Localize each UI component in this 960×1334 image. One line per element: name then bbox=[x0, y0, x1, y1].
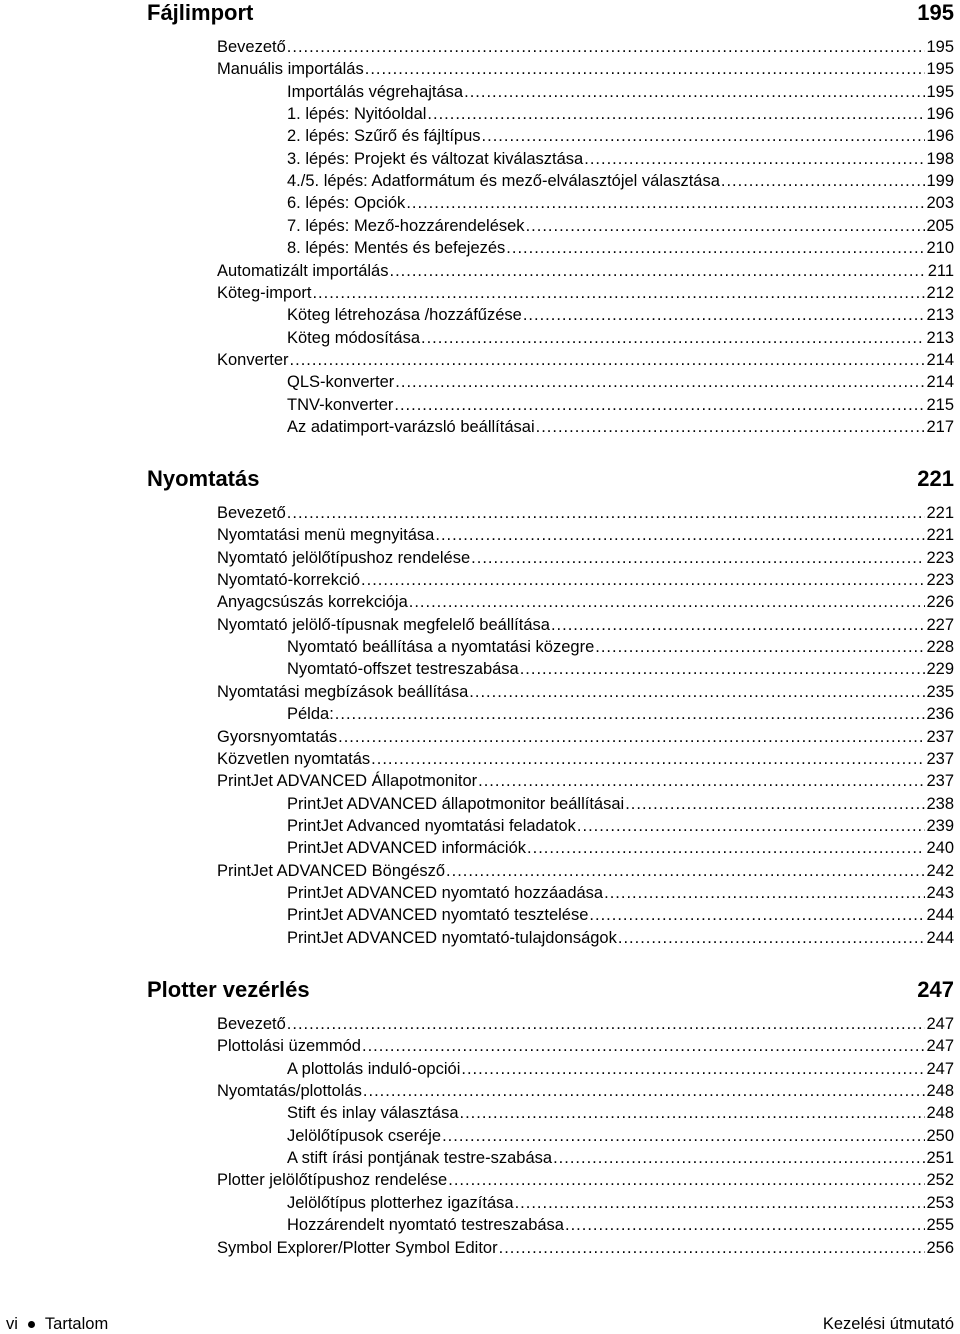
toc-entry-label: A plottolás induló-opciói bbox=[287, 1059, 461, 1078]
toc-entry-page: 214 bbox=[926, 350, 954, 369]
toc-entry-label: Nyomtatás/plottolás bbox=[217, 1082, 362, 1101]
dot-leader bbox=[371, 748, 925, 770]
toc-entry[interactable] bbox=[217, 1169, 954, 1191]
section-heading bbox=[147, 977, 954, 1007]
toc-entry-page: 223 bbox=[926, 548, 954, 567]
dot-leader bbox=[523, 304, 926, 326]
toc-entry-page: 196 bbox=[926, 105, 954, 124]
toc-entry-label: PrintJet ADVANCED nyomtató-tulajdonságok bbox=[287, 928, 617, 947]
dot-leader bbox=[406, 192, 925, 214]
toc-entry[interactable] bbox=[217, 349, 954, 371]
toc-entry-page: 253 bbox=[926, 1193, 954, 1212]
toc-entry-label: Automatizált importálás bbox=[217, 261, 389, 280]
toc-entry-page: 195 bbox=[926, 82, 954, 101]
toc-entry[interactable] bbox=[217, 36, 954, 58]
toc-entry[interactable] bbox=[217, 860, 954, 882]
toc-entry[interactable] bbox=[287, 837, 954, 859]
toc-entry-label: Köteg módosítása bbox=[287, 328, 420, 347]
toc-entry[interactable] bbox=[287, 815, 954, 837]
toc-entry-label: PrintJet ADVANCED nyomtató hozzáadása bbox=[287, 883, 604, 902]
toc-entry[interactable] bbox=[217, 58, 954, 80]
toc-entry-page: 236 bbox=[926, 705, 954, 724]
dot-leader bbox=[287, 502, 926, 524]
toc-entry-label: PrintJet ADVANCED Állapotmonitor bbox=[217, 772, 478, 791]
toc-entry-label: TNV-konverter bbox=[287, 395, 394, 414]
toc-entry-page: 203 bbox=[926, 194, 954, 213]
toc-entry-page: 243 bbox=[926, 883, 954, 902]
toc-entry-label: PrintJet ADVANCED információk bbox=[287, 839, 527, 858]
section-title: Fájlimport bbox=[147, 0, 254, 25]
toc-entry-page: 223 bbox=[926, 571, 954, 590]
toc-entry-page: 195 bbox=[926, 38, 954, 56]
toc-entry-label: Közvetlen nyomtatás bbox=[217, 749, 371, 768]
toc-entry-page: 248 bbox=[926, 1104, 954, 1123]
toc-entry-page: 252 bbox=[926, 1171, 954, 1190]
dot-leader bbox=[604, 882, 925, 904]
dot-leader bbox=[595, 636, 925, 658]
toc-entry[interactable] bbox=[287, 882, 954, 904]
dot-leader bbox=[361, 569, 925, 591]
dot-leader bbox=[482, 125, 926, 147]
toc-entry[interactable] bbox=[217, 591, 954, 613]
dot-leader bbox=[312, 282, 925, 304]
dot-leader bbox=[469, 681, 925, 703]
toc-entry[interactable] bbox=[287, 304, 954, 326]
dot-leader bbox=[335, 703, 926, 725]
section-heading bbox=[147, 466, 954, 496]
toc-entry[interactable] bbox=[287, 1058, 954, 1080]
toc-entry[interactable] bbox=[217, 1237, 954, 1259]
dot-leader bbox=[460, 1102, 926, 1124]
toc-entry-page: 210 bbox=[926, 239, 954, 258]
toc-entry-label: Nyomtató beállítása a nyomtatási közegre bbox=[287, 638, 595, 657]
toc-entry-label: Bevezető bbox=[217, 1015, 286, 1033]
toc-entry-label: Anyagcsúszás korrekciója bbox=[217, 593, 408, 612]
toc-entry[interactable] bbox=[287, 927, 954, 949]
toc-entry[interactable] bbox=[217, 502, 954, 524]
toc-entry-page: 228 bbox=[926, 638, 954, 657]
toc-entry[interactable] bbox=[287, 416, 954, 438]
toc-entry[interactable] bbox=[287, 327, 954, 349]
footer-document-title: Kezelési útmutató bbox=[822, 1314, 954, 1333]
toc-entry-page: 215 bbox=[926, 395, 954, 414]
toc-entry-label: Köteg létrehozása /hozzáfűzése bbox=[287, 306, 522, 325]
dot-leader bbox=[409, 591, 926, 613]
toc-entry[interactable] bbox=[217, 1080, 954, 1102]
toc-entry-page: 229 bbox=[926, 660, 954, 679]
toc-entry-page: 244 bbox=[926, 928, 954, 947]
section-page: 221 bbox=[917, 466, 954, 491]
toc-entry-label: Nyomtató-korrekció bbox=[217, 571, 361, 590]
dot-leader bbox=[446, 860, 925, 882]
dot-leader bbox=[515, 1192, 926, 1214]
toc-entry-page: 212 bbox=[926, 283, 954, 302]
dot-leader bbox=[584, 148, 925, 170]
toc-entry-page: 237 bbox=[926, 749, 954, 768]
toc-entry-page: 238 bbox=[926, 794, 954, 813]
dot-leader bbox=[553, 1147, 925, 1169]
section-page: 247 bbox=[917, 977, 954, 1002]
toc-entry[interactable] bbox=[287, 636, 954, 658]
dot-leader bbox=[506, 237, 925, 259]
toc-entry-page: 221 bbox=[926, 526, 954, 545]
dot-leader bbox=[365, 58, 926, 80]
toc-entry-label: PrintJet Advanced nyomtatási feladatok bbox=[287, 816, 576, 835]
dot-leader bbox=[526, 215, 926, 237]
toc-entry[interactable] bbox=[287, 1102, 954, 1124]
toc-entry-label: Bevezető bbox=[217, 38, 286, 56]
toc-entry-label: Plottolási üzemmód bbox=[217, 1037, 361, 1056]
toc-entry-page: 226 bbox=[926, 593, 954, 612]
toc-entry[interactable] bbox=[217, 1035, 954, 1057]
dot-leader bbox=[362, 1035, 925, 1057]
toc-entry-page: 239 bbox=[926, 816, 954, 835]
dot-leader bbox=[390, 260, 927, 282]
toc-entry[interactable] bbox=[287, 148, 954, 170]
toc-entry-page: 251 bbox=[926, 1149, 954, 1168]
dot-leader bbox=[536, 416, 926, 438]
section-title: Nyomtatás bbox=[147, 466, 260, 491]
toc-entry-page: 213 bbox=[926, 306, 954, 325]
toc-entry-page: 213 bbox=[926, 328, 954, 347]
section-heading bbox=[147, 0, 954, 30]
dot-leader bbox=[499, 1237, 926, 1259]
dot-leader bbox=[442, 1125, 925, 1147]
toc-entry-page: 250 bbox=[926, 1126, 954, 1145]
dot-leader bbox=[577, 815, 926, 837]
dot-leader bbox=[394, 394, 925, 416]
toc-entry-label: Az adatimport-varázsló beállításai bbox=[287, 417, 535, 436]
toc-entry-page: 195 bbox=[926, 60, 954, 79]
toc-entry-label: Importálás végrehajtása bbox=[287, 82, 464, 101]
toc-entry[interactable] bbox=[287, 1125, 954, 1147]
toc-entry[interactable] bbox=[287, 1147, 954, 1169]
toc-entry[interactable] bbox=[287, 103, 954, 125]
toc-entry-page: 227 bbox=[926, 615, 954, 634]
toc-entry[interactable] bbox=[287, 658, 954, 680]
dot-leader bbox=[421, 327, 925, 349]
toc-entry[interactable] bbox=[287, 904, 954, 926]
toc-entry[interactable] bbox=[217, 569, 954, 591]
toc-entry[interactable] bbox=[217, 260, 954, 282]
toc-entry-page: 256 bbox=[926, 1238, 954, 1257]
footer-section-name: Tartalom bbox=[44, 1314, 109, 1333]
toc-entry-label: Köteg-import bbox=[217, 283, 312, 302]
toc-entry-page: 247 bbox=[926, 1015, 954, 1033]
toc-entry-label: 4./5. lépés: Adatformátum és mező-elválasztójel választása bbox=[287, 172, 720, 191]
toc-entry-page: 198 bbox=[926, 149, 954, 168]
toc-entry-page: 244 bbox=[926, 906, 954, 925]
toc-entry[interactable] bbox=[287, 81, 954, 103]
toc-entry-label: 8. lépés: Mentés és befejezés bbox=[287, 239, 506, 258]
toc-entry-label: Konverter bbox=[217, 350, 289, 369]
toc-entry-label: 2. lépés: Szűrő és fájltípus bbox=[287, 127, 481, 146]
toc-entry-page: 237 bbox=[926, 772, 954, 791]
toc-entry-page: 211 bbox=[927, 261, 954, 280]
toc-entry[interactable] bbox=[287, 1214, 954, 1236]
dot-leader bbox=[527, 837, 925, 859]
dot-leader bbox=[435, 524, 925, 546]
toc-entry-label: Symbol Explorer/Plotter Symbol Editor bbox=[217, 1238, 498, 1257]
toc-entry-label: Bevezető bbox=[217, 504, 286, 522]
toc-entry-page: 247 bbox=[926, 1037, 954, 1056]
dot-leader bbox=[290, 349, 926, 371]
toc-entry[interactable] bbox=[217, 547, 954, 569]
dot-leader bbox=[338, 726, 925, 748]
section-page: 195 bbox=[917, 0, 954, 25]
toc-entry[interactable] bbox=[287, 394, 954, 416]
dot-leader bbox=[551, 614, 926, 636]
section-title: Plotter vezérlés bbox=[147, 977, 310, 1002]
toc-entry-page: 237 bbox=[926, 727, 954, 746]
toc-entry-page: 205 bbox=[926, 216, 954, 235]
toc-entry-label: PrintJet ADVANCED nyomtató tesztelése bbox=[287, 906, 589, 925]
toc-entry[interactable] bbox=[287, 793, 954, 815]
dot-leader bbox=[625, 793, 925, 815]
toc-entry[interactable] bbox=[217, 1013, 954, 1035]
toc-entry[interactable] bbox=[217, 524, 954, 546]
dot-leader bbox=[287, 1013, 926, 1035]
dot-leader bbox=[448, 1169, 925, 1191]
toc-entry[interactable] bbox=[217, 614, 954, 636]
toc-entry-label: Nyomtatási megbízások beállítása bbox=[217, 682, 469, 701]
toc-entry[interactable] bbox=[287, 192, 954, 214]
toc-entry-label: 1. lépés: Nyitóoldal bbox=[287, 105, 427, 124]
toc-entry[interactable] bbox=[217, 770, 954, 792]
toc-entry-label: Jelölőtípus plotterhez igazítása bbox=[287, 1193, 514, 1212]
toc-entry[interactable] bbox=[217, 748, 954, 770]
toc-entry-page: 196 bbox=[926, 127, 954, 146]
toc-entry-page: 217 bbox=[926, 417, 954, 436]
toc-entry-label: PrintJet ADVANCED állapotmonitor beállításai bbox=[287, 794, 625, 813]
toc-entry-label: Stift és inlay választása bbox=[287, 1104, 459, 1123]
toc-entry[interactable] bbox=[217, 726, 954, 748]
dot-leader bbox=[520, 658, 926, 680]
toc-entry[interactable] bbox=[287, 703, 954, 725]
toc-entry-label: PrintJet ADVANCED Böngésző bbox=[217, 861, 446, 880]
dot-leader bbox=[395, 371, 925, 393]
toc-entry[interactable] bbox=[287, 237, 954, 259]
toc-entry[interactable] bbox=[287, 170, 954, 192]
bullet-icon bbox=[28, 1321, 35, 1328]
toc-entry[interactable] bbox=[217, 681, 954, 703]
dot-leader bbox=[565, 1214, 925, 1236]
toc-entry-label: Nyomtató jelölő-típusnak megfelelő beállítása bbox=[217, 615, 550, 634]
toc-entry-label: QLS-konverter bbox=[287, 373, 395, 392]
toc-entry-page: 240 bbox=[926, 839, 954, 858]
toc-entry-label: Plotter jelölőtípushoz rendelése bbox=[217, 1171, 448, 1190]
toc-entry[interactable] bbox=[287, 215, 954, 237]
toc-entry[interactable] bbox=[217, 282, 954, 304]
dot-leader bbox=[721, 170, 926, 192]
toc-entry[interactable] bbox=[287, 371, 954, 393]
toc-entry[interactable] bbox=[287, 1192, 954, 1214]
footer-page-number: vi bbox=[6, 1314, 18, 1333]
toc-entry-page: 248 bbox=[926, 1082, 954, 1101]
toc-entry-label: Nyomtató-offszet testreszabása bbox=[287, 660, 519, 679]
toc-entry-page: 235 bbox=[926, 682, 954, 701]
toc-entry-label: Jelölőtípusok cseréje bbox=[287, 1126, 442, 1145]
toc-entry-label: 7. lépés: Mező-hozzárendelések bbox=[287, 216, 525, 235]
toc-entry-page: 214 bbox=[926, 373, 954, 392]
dot-leader bbox=[427, 103, 925, 125]
toc-entry-label: Nyomtatási menü megnyitása bbox=[217, 526, 435, 545]
toc-entry-label: Gyorsnyomtatás bbox=[217, 727, 338, 746]
toc-entry-page: 247 bbox=[926, 1059, 954, 1078]
toc-entry-page: 199 bbox=[926, 172, 954, 191]
toc-entry-label: A stift írási pontjának testre-szabása bbox=[287, 1149, 553, 1168]
toc-entry-label: Manuális importálás bbox=[217, 60, 364, 79]
dot-leader bbox=[363, 1080, 926, 1102]
dot-leader bbox=[461, 1058, 925, 1080]
dot-leader bbox=[464, 81, 925, 103]
toc-entry-page: 242 bbox=[926, 861, 954, 880]
toc-entry-label: Nyomtató jelölőtípushoz rendelése bbox=[217, 548, 471, 567]
toc-entry-label: Hozzárendelt nyomtató testreszabása bbox=[287, 1216, 564, 1235]
toc-entry-page: 221 bbox=[926, 504, 954, 522]
dot-leader bbox=[589, 904, 925, 926]
dot-leader bbox=[478, 770, 925, 792]
dot-leader bbox=[471, 547, 925, 569]
toc-entry-label: 3. lépés: Projekt és változat kiválasztása bbox=[287, 149, 584, 168]
dot-leader bbox=[287, 36, 926, 58]
toc-entry-label: Példa: bbox=[287, 705, 334, 724]
toc-entry[interactable] bbox=[287, 125, 954, 147]
page-footer bbox=[6, 1314, 954, 1334]
dot-leader bbox=[618, 927, 926, 949]
toc-entry-page: 255 bbox=[926, 1216, 954, 1235]
toc-entry-label: 6. lépés: Opciók bbox=[287, 194, 406, 213]
